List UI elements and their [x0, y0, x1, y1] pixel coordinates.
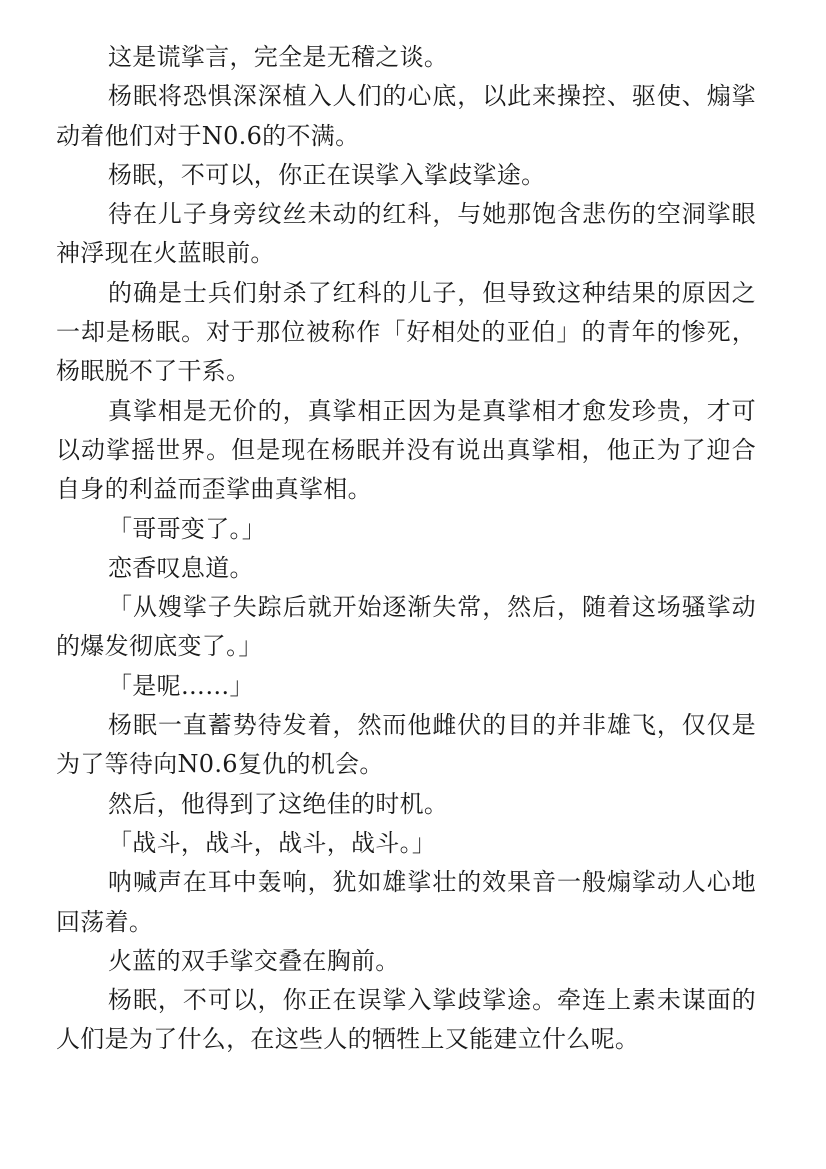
paragraph: 待在儿子身旁纹丝未动的红科，与她那饱含悲伤的空洞挲眼神浮现在火蓝眼前。	[56, 200, 756, 268]
paragraph: 恋香叹息道。	[108, 553, 254, 582]
paragraph: 杨眠，不可以，你正在误挲入挲歧挲途。	[108, 160, 546, 189]
paragraph: 杨眠，不可以，你正在误挲入挲歧挲途。牵连上素未谋面的人们是为了什么，在这些人的牺牲上又能建立什么呢。	[56, 986, 756, 1054]
paragraph: 真挲相是无价的，真挲相正因为是真挲相才愈发珍贵，才可以动挲摇世界。但是现在杨眠并没有说出真挲相，他正为了迎合自身的利益而歪挲曲真挲相。	[56, 396, 756, 504]
dialogue-line: 「哥哥变了。」	[108, 514, 267, 543]
paragraph: 火蓝的双手挲交叠在胸前。	[108, 946, 400, 975]
paragraph: 的确是士兵们射杀了红科的儿子，但导致这种结果的原因之一却是杨眠。对于那位被称作「好相处的亚伯」的青年的惨死，杨眠脱不了干系。	[56, 278, 756, 386]
dialogue-line: 「是呢……」	[108, 671, 254, 700]
paragraph: 然后，他得到了这绝佳的时机。	[108, 789, 449, 818]
dialogue-line: 「从嫂挲子失踪后就开始逐渐失常，然后，随着这场骚挲动的爆发彻底变了。」	[56, 593, 756, 661]
paragraph: 呐喊声在耳中轰响，犹如雄挲壮的效果音一般煽挲动人心地回荡着。	[56, 868, 756, 936]
paragraph: 这是谎挲言，完全是无稽之谈。	[108, 43, 449, 71]
paragraph: 杨眠将恐惧深深植入人们的心底，以此来操控、驱使、煽挲动着他们对于N0.6的不满。	[56, 82, 756, 150]
paragraph: 杨眠一直蓄势待发着，然而他雌伏的目的并非雄飞，仅仅是为了等待向N0.6复仇的机会。	[56, 711, 756, 779]
document-page	[56, 38, 756, 1060]
dialogue-line: 「战斗，战斗，战斗，战斗。」	[108, 828, 437, 857]
